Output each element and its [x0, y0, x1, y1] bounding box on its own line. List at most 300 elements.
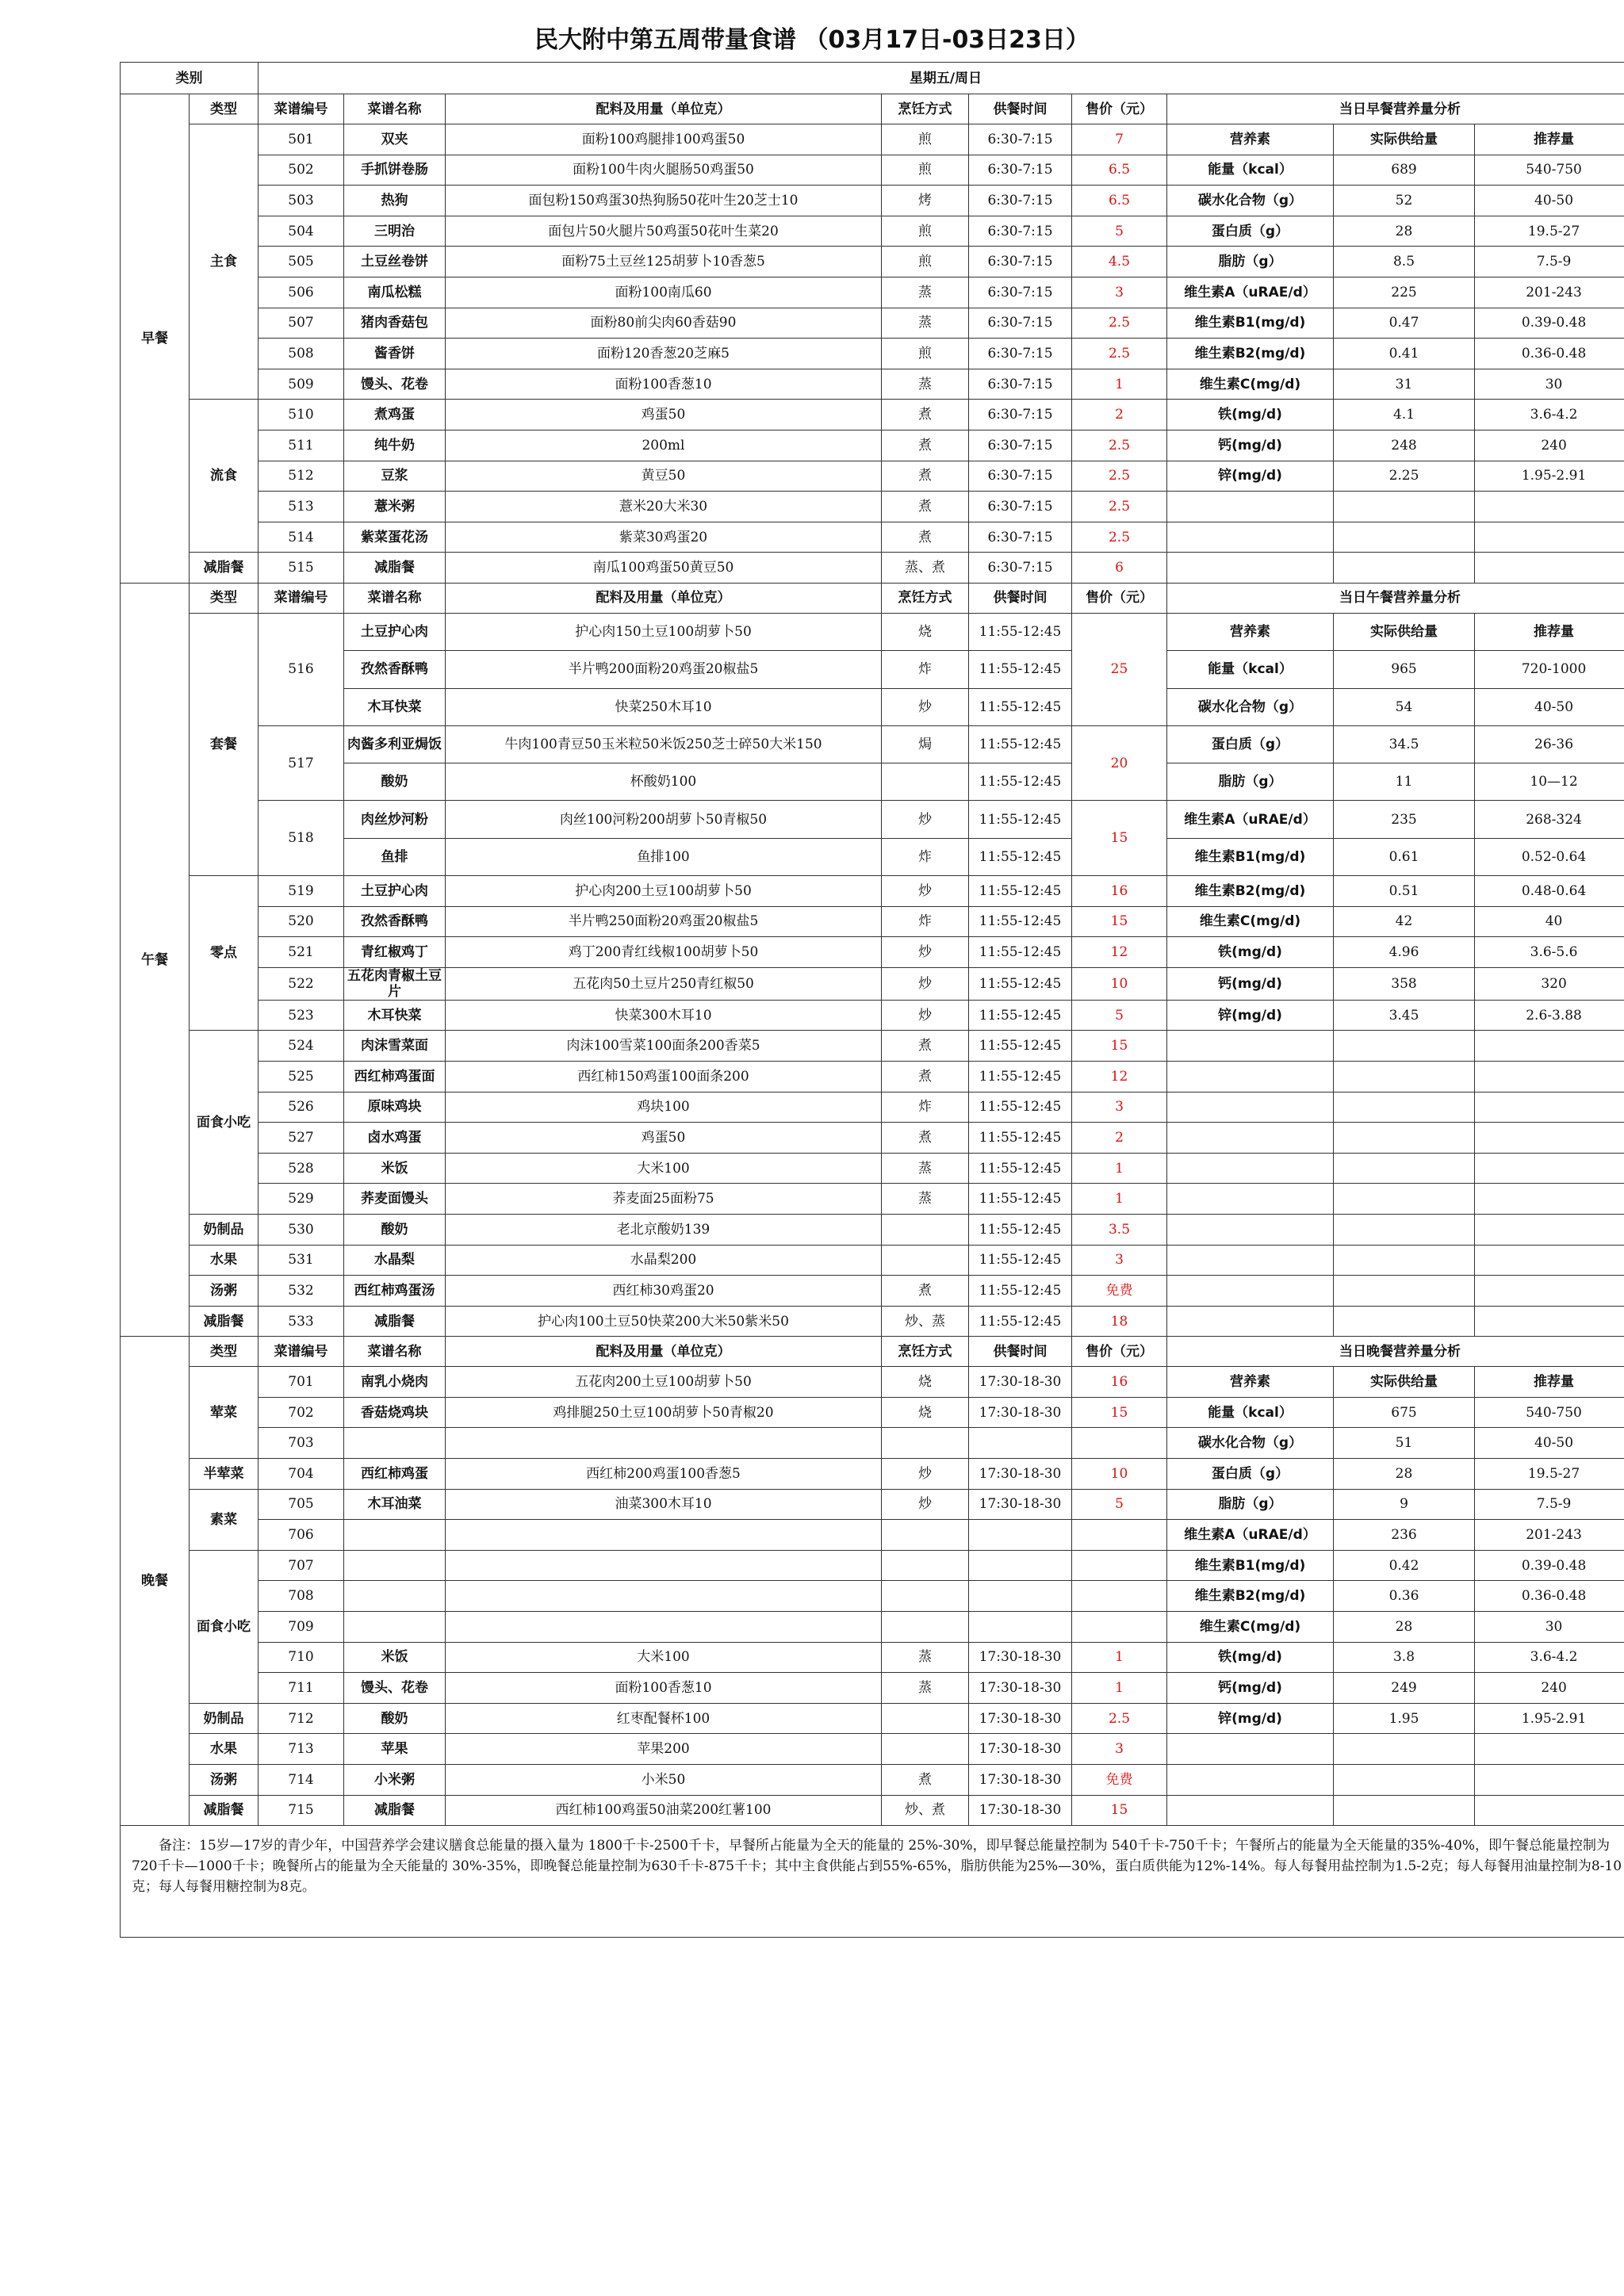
nutrient-empty: [1475, 1734, 1624, 1765]
nutrient-actual: 0.61: [1334, 838, 1475, 875]
dish-ingredients: [446, 1550, 882, 1581]
serving-time: 6:30-7:15: [969, 247, 1072, 277]
nutrient-name: 能量（kcal）: [1167, 651, 1334, 688]
dish-code: 705: [259, 1489, 344, 1520]
cooking-method: 炒: [882, 1000, 969, 1031]
dish-code: 701: [259, 1367, 344, 1398]
serving-time: 17:30-18-30: [969, 1397, 1072, 1428]
dish-ingredients: 200ml: [446, 430, 882, 461]
col-price-header: 售价（元）: [1072, 583, 1167, 613]
dish-price: 免费: [1072, 1276, 1167, 1307]
section-header-row: [121, 1337, 1624, 1367]
menu-row: [121, 492, 1624, 522]
dish-name: 紫菜蛋花汤: [344, 522, 446, 553]
nutrient-recommended: 240: [1475, 430, 1624, 461]
cooking-method: [882, 1520, 969, 1551]
menu-body: [121, 63, 1624, 1938]
menu-row: [121, 1367, 1624, 1398]
dish-code: 712: [259, 1703, 344, 1734]
nutrient-actual: 34.5: [1334, 725, 1475, 763]
dish-code: 529: [259, 1184, 344, 1215]
menu-row: [121, 1276, 1624, 1307]
dish-ingredients: 西红柿30鸡蛋20: [446, 1276, 882, 1307]
cooking-method: 炸: [882, 906, 969, 937]
dish-name: 双夹: [344, 124, 446, 155]
cooking-method: 蒸: [882, 1184, 969, 1215]
dish-code: 517: [259, 725, 344, 801]
col-method-header: 烹饪方式: [882, 94, 969, 124]
serving-time: 11:55-12:45: [969, 651, 1072, 688]
serving-time: 11:55-12:45: [969, 838, 1072, 875]
dish-price: 7: [1072, 124, 1167, 155]
dish-code: 502: [259, 155, 344, 186]
nutrient-empty: [1475, 1245, 1624, 1276]
nutrient-name: 维生素A（uRAE/d）: [1167, 801, 1334, 838]
dish-code: 703: [259, 1428, 344, 1459]
cooking-method: 煎: [882, 124, 969, 155]
dish-price: 25: [1072, 613, 1167, 725]
dish-name: 卤水鸡蛋: [344, 1123, 446, 1154]
dish-price: 15: [1072, 906, 1167, 937]
nutrient-name: 蛋白质（g）: [1167, 216, 1334, 247]
menu-row: [121, 1459, 1624, 1490]
menu-row: [121, 801, 1624, 838]
nutrient-recommended: 19.5-27: [1475, 216, 1624, 247]
dish-name: 南瓜松糕: [344, 277, 446, 308]
nutrient-actual: 54: [1334, 688, 1475, 725]
cooking-method: 蒸、煮: [882, 553, 969, 584]
nutrient-name: 脂肪（g）: [1167, 763, 1334, 801]
menu-row: [121, 155, 1624, 186]
cooking-method: [882, 1612, 969, 1643]
cooking-method: 炒: [882, 967, 969, 1000]
nutrient-empty: [1167, 1184, 1334, 1215]
dish-name: [344, 1520, 446, 1551]
nutrient-actual: 52: [1334, 186, 1475, 216]
dish-ingredients: 鸡蛋50: [446, 400, 882, 430]
nutrient-name: 钙(mg/d): [1167, 1673, 1334, 1704]
dish-name: 水晶梨: [344, 1245, 446, 1276]
serving-time: 11:55-12:45: [969, 801, 1072, 838]
nutrient-recommended: 3.6-4.2: [1475, 1642, 1624, 1673]
dish-ingredients: 半片鸭250面粉20鸡蛋20椒盐5: [446, 906, 882, 937]
nutrient-actual: 0.42: [1334, 1550, 1475, 1581]
serving-time: 11:55-12:45: [969, 1000, 1072, 1031]
serving-time: 6:30-7:15: [969, 155, 1072, 186]
dish-ingredients: 南瓜100鸡蛋50黄豆50: [446, 553, 882, 584]
dish-price: 2: [1072, 400, 1167, 430]
nutrient-empty: [1334, 522, 1475, 553]
nutrient-actual: 28: [1334, 1459, 1475, 1490]
nutrient-name: 脂肪（g）: [1167, 1489, 1334, 1520]
dish-name: [344, 1550, 446, 1581]
nutrient-name: 铁(mg/d): [1167, 400, 1334, 430]
dish-name: 原味鸡块: [344, 1092, 446, 1123]
dish-price: 3: [1072, 277, 1167, 308]
serving-time: [969, 1612, 1072, 1643]
dish-ingredients: 红枣配餐杯100: [446, 1703, 882, 1734]
nutrient-actual: 0.41: [1334, 339, 1475, 369]
col-code-header: 菜谱编号: [259, 583, 344, 613]
dish-name: 纯牛奶: [344, 430, 446, 461]
nutrient-name: 蛋白质（g）: [1167, 725, 1334, 763]
note-row: [121, 1826, 1624, 1938]
nutrient-name: 维生素B1(mg/d): [1167, 1550, 1334, 1581]
dish-ingredients: 杯酸奶100: [446, 763, 882, 801]
cooking-method: 炒、煮: [882, 1795, 969, 1826]
dish-price: 18: [1072, 1306, 1167, 1337]
dish-price: 6: [1072, 553, 1167, 584]
dish-price: 15: [1072, 1031, 1167, 1062]
dish-price: 12: [1072, 1061, 1167, 1092]
dish-code: 533: [259, 1306, 344, 1337]
dish-name: 煮鸡蛋: [344, 400, 446, 430]
dish-name: 酱香饼: [344, 339, 446, 369]
col-time-header: 供餐时间: [969, 94, 1072, 124]
col-name-header: 菜谱名称: [344, 583, 446, 613]
cooking-method: [882, 1428, 969, 1459]
serving-time: [969, 1520, 1072, 1551]
nutrient-empty: [1167, 1153, 1334, 1184]
menu-row: [121, 124, 1624, 155]
dish-ingredients: 薏米20大米30: [446, 492, 882, 522]
dish-ingredients: 面粉75土豆丝125胡萝卜10香葱5: [446, 247, 882, 277]
menu-row: [121, 1703, 1624, 1734]
nutrient-empty: [1475, 492, 1624, 522]
nutrient-name: 钙(mg/d): [1167, 430, 1334, 461]
cooking-method: 炒: [882, 937, 969, 968]
dish-ingredients: 面粉100南瓜60: [446, 277, 882, 308]
dish-code: 711: [259, 1673, 344, 1704]
type-label: 减脂餐: [190, 1795, 259, 1826]
type-label: 汤粥: [190, 1765, 259, 1796]
cooking-method: 煮: [882, 1765, 969, 1796]
nutrient-name: 锌(mg/d): [1167, 1703, 1334, 1734]
nutrient-actual: 4.96: [1334, 937, 1475, 968]
menu-row: [121, 430, 1624, 461]
dish-name: 肉沫雪菜面: [344, 1031, 446, 1062]
nutrient-empty: [1334, 1795, 1475, 1826]
menu-row: [121, 1795, 1624, 1826]
nutrient-actual: 0.47: [1334, 308, 1475, 339]
dish-code: 511: [259, 430, 344, 461]
menu-row: [121, 838, 1624, 875]
cooking-method: 煮: [882, 1031, 969, 1062]
cooking-method: 炒: [882, 1489, 969, 1520]
menu-row: [121, 1123, 1624, 1154]
dish-name: [344, 1612, 446, 1643]
dish-ingredients: 面粉100鸡腿排100鸡蛋50: [446, 124, 882, 155]
cooking-method: 炒: [882, 875, 969, 906]
type-label: 零点: [190, 875, 259, 1030]
dish-price: 12: [1072, 937, 1167, 968]
serving-time: 11:55-12:45: [969, 1245, 1072, 1276]
dish-name: 豆浆: [344, 461, 446, 492]
serving-time: 11:55-12:45: [969, 1276, 1072, 1307]
dish-name: 木耳快菜: [344, 1000, 446, 1031]
dish-price: 1: [1072, 369, 1167, 400]
nutrient-actual: 28: [1334, 216, 1475, 247]
cooking-method: 煎: [882, 155, 969, 186]
dish-price: 6.5: [1072, 186, 1167, 216]
nutrient-name: 钙(mg/d): [1167, 967, 1334, 1000]
col-type-header: 类型: [190, 583, 259, 613]
type-label: 奶制品: [190, 1703, 259, 1734]
cooking-method: 炸: [882, 838, 969, 875]
nutrient-recommended: 3.6-5.6: [1475, 937, 1624, 968]
dish-ingredients: 荞麦面25面粉75: [446, 1184, 882, 1215]
nutrient-empty: [1167, 1031, 1334, 1062]
menu-row: [121, 1489, 1624, 1520]
menu-row: [121, 1550, 1624, 1581]
menu-row: [121, 967, 1624, 1000]
type-label: 面食小吃: [190, 1031, 259, 1215]
nutrient-empty: [1334, 1123, 1475, 1154]
nutrient-name: 维生素B2(mg/d): [1167, 1581, 1334, 1612]
serving-time: 11:55-12:45: [969, 967, 1072, 1000]
dish-code: 501: [259, 124, 344, 155]
type-label: 奶制品: [190, 1214, 259, 1245]
dish-code: 509: [259, 369, 344, 400]
cooking-method: 煎: [882, 216, 969, 247]
serving-time: 11:55-12:45: [969, 1123, 1072, 1154]
dish-price: 2.5: [1072, 308, 1167, 339]
nutrient-empty: [1167, 1061, 1334, 1092]
dish-code: 528: [259, 1153, 344, 1184]
menu-row: [121, 1000, 1624, 1031]
dish-name: [344, 1428, 446, 1459]
serving-time: 11:55-12:45: [969, 725, 1072, 763]
nutrient-name: 能量（kcal）: [1167, 1397, 1334, 1428]
dish-ingredients: 黄豆50: [446, 461, 882, 492]
nutrient-col-header: 营养素: [1167, 1367, 1334, 1398]
dish-price: 10: [1072, 967, 1167, 1000]
dish-price: 2.5: [1072, 522, 1167, 553]
cooking-method: 蒸: [882, 277, 969, 308]
menu-row: [121, 1765, 1624, 1796]
cooking-method: 炸: [882, 651, 969, 688]
dish-price: 1: [1072, 1642, 1167, 1673]
nutrient-col-header: 营养素: [1167, 613, 1334, 650]
nutrient-empty: [1475, 1061, 1624, 1092]
dish-name: 减脂餐: [344, 553, 446, 584]
cooking-method: 煮: [882, 522, 969, 553]
cooking-method: 煮: [882, 1123, 969, 1154]
dish-code: 518: [259, 801, 344, 876]
nutrient-recommended: 7.5-9: [1475, 1489, 1624, 1520]
dish-name: 猪肉香菇包: [344, 308, 446, 339]
dish-name: 香菇烧鸡块: [344, 1397, 446, 1428]
dish-code: 510: [259, 400, 344, 430]
nutrient-empty: [1334, 1153, 1475, 1184]
menu-row: [121, 763, 1624, 801]
menu-row: [121, 369, 1624, 400]
dish-ingredients: 油菜300木耳10: [446, 1489, 882, 1520]
nutrient-empty: [1167, 1214, 1334, 1245]
nutrient-empty: [1475, 1031, 1624, 1062]
nutrient-empty: [1475, 1123, 1624, 1154]
dish-price: 10: [1072, 1459, 1167, 1490]
cooking-method: 煮: [882, 461, 969, 492]
menu-row: [121, 651, 1624, 688]
cooking-method: [882, 1245, 969, 1276]
nutrient-recommended: 540-750: [1475, 155, 1624, 186]
dish-price: [1072, 1428, 1167, 1459]
dish-name: 木耳油菜: [344, 1489, 446, 1520]
nutrient-actual: 236: [1334, 1520, 1475, 1551]
nutrient-empty: [1334, 1245, 1475, 1276]
actual-col-header: 实际供给量: [1334, 1367, 1475, 1398]
serving-time: 6:30-7:15: [969, 308, 1072, 339]
serving-time: 6:30-7:15: [969, 124, 1072, 155]
menu-row: [121, 613, 1624, 650]
col-name-header: 菜谱名称: [344, 1337, 446, 1367]
dish-ingredients: 鸡块100: [446, 1092, 882, 1123]
nutrient-empty: [1334, 1734, 1475, 1765]
nutrient-empty: [1167, 1765, 1334, 1796]
dish-price: 2: [1072, 1123, 1167, 1154]
nutrient-empty: [1334, 1765, 1475, 1796]
cooking-method: 煮: [882, 400, 969, 430]
meal-label: 晚餐: [121, 1337, 190, 1826]
nutrient-actual: 3.8: [1334, 1642, 1475, 1673]
serving-time: 6:30-7:15: [969, 553, 1072, 584]
dish-ingredients: 大米100: [446, 1642, 882, 1673]
cooking-method: 煎: [882, 247, 969, 277]
menu-row: [121, 277, 1624, 308]
nutrient-empty: [1167, 1734, 1334, 1765]
dish-ingredients: 肉沫100雪菜100面条200香菜5: [446, 1031, 882, 1062]
nutrient-recommended: 0.39-0.48: [1475, 308, 1624, 339]
serving-time: 11:55-12:45: [969, 906, 1072, 937]
menu-table: [120, 62, 1624, 1938]
dish-price: 3.5: [1072, 1214, 1167, 1245]
nutrient-empty: [1475, 1795, 1624, 1826]
dish-ingredients: [446, 1428, 882, 1459]
menu-row: [121, 1428, 1624, 1459]
dish-code: 520: [259, 906, 344, 937]
nutrient-empty: [1334, 1184, 1475, 1215]
dish-name: 木耳快菜: [344, 688, 446, 725]
nutrient-recommended: 0.48-0.64: [1475, 875, 1624, 906]
dish-ingredients: 水晶梨200: [446, 1245, 882, 1276]
dish-name: 青红椒鸡丁: [344, 937, 446, 968]
serving-time: 11:55-12:45: [969, 1061, 1072, 1092]
dish-ingredients: 鸡蛋50: [446, 1123, 882, 1154]
dish-price: 15: [1072, 801, 1167, 876]
section-header-row: [121, 94, 1624, 124]
nutrient-empty: [1167, 1092, 1334, 1123]
nutrient-actual: 28: [1334, 1612, 1475, 1643]
serving-time: 11:55-12:45: [969, 1031, 1072, 1062]
cooking-method: 蒸: [882, 1153, 969, 1184]
dish-name: 五花肉青椒土豆片: [344, 967, 446, 1000]
serving-time: [969, 1581, 1072, 1612]
cooking-method: 煮: [882, 492, 969, 522]
nutrient-empty: [1475, 1092, 1624, 1123]
nutrient-name: 锌(mg/d): [1167, 1000, 1334, 1031]
menu-row: [121, 1642, 1624, 1673]
menu-row: [121, 1214, 1624, 1245]
dish-price: 2.5: [1072, 339, 1167, 369]
nutrient-name: 蛋白质（g）: [1167, 1459, 1334, 1490]
dish-name: 土豆护心肉: [344, 875, 446, 906]
nutrient-name: 能量（kcal）: [1167, 155, 1334, 186]
cooking-method: 煮: [882, 1061, 969, 1092]
dish-name: 西红柿鸡蛋: [344, 1459, 446, 1490]
serving-time: [969, 1550, 1072, 1581]
serving-time: 11:55-12:45: [969, 1214, 1072, 1245]
dish-ingredients: 面粉80前尖肉60香菇90: [446, 308, 882, 339]
serving-time: 17:30-18-30: [969, 1734, 1072, 1765]
dish-price: 3: [1072, 1734, 1167, 1765]
nutrient-name: 维生素B1(mg/d): [1167, 838, 1334, 875]
dish-code: 707: [259, 1550, 344, 1581]
analysis-title: 当日晚餐营养量分析: [1167, 1337, 1624, 1367]
type-label: 水果: [190, 1245, 259, 1276]
cooking-method: 蒸: [882, 308, 969, 339]
menu-row: [121, 522, 1624, 553]
nutrient-name: 碳水化合物（g）: [1167, 688, 1334, 725]
nutrient-actual: 0.51: [1334, 875, 1475, 906]
dish-ingredients: 鸡排腿250土豆100胡萝卜50青椒20: [446, 1397, 882, 1428]
meal-label: 早餐: [121, 94, 190, 584]
menu-row: [121, 339, 1624, 369]
dish-name: 西红柿鸡蛋汤: [344, 1276, 446, 1307]
analysis-title: 当日午餐营养量分析: [1167, 583, 1624, 613]
dish-name: 南乳小烧肉: [344, 1367, 446, 1398]
serving-time: 6:30-7:15: [969, 339, 1072, 369]
cooking-method: 蒸: [882, 1673, 969, 1704]
dish-price: 3: [1072, 1245, 1167, 1276]
dish-ingredients: 鱼排100: [446, 838, 882, 875]
type-label: 汤粥: [190, 1276, 259, 1307]
dish-ingredients: [446, 1612, 882, 1643]
nutrient-empty: [1334, 1214, 1475, 1245]
dish-code: 524: [259, 1031, 344, 1062]
dish-name: 小米粥: [344, 1765, 446, 1796]
col-code-header: 菜谱编号: [259, 1337, 344, 1367]
menu-row: [121, 1397, 1624, 1428]
menu-row: [121, 1184, 1624, 1215]
menu-row: [121, 1581, 1624, 1612]
dish-name: 米饭: [344, 1642, 446, 1673]
cooking-method: [882, 1734, 969, 1765]
nutrient-recommended: 10—12: [1475, 763, 1624, 801]
col-type-header: 类型: [190, 94, 259, 124]
menu-row: [121, 247, 1624, 277]
dish-name: 鱼排: [344, 838, 446, 875]
dish-price: 16: [1072, 1367, 1167, 1398]
dish-ingredients: [446, 1520, 882, 1551]
recommended-col-header: 推荐量: [1475, 124, 1624, 155]
col-price-header: 售价（元）: [1072, 1337, 1167, 1367]
cooking-method: 烧: [882, 1367, 969, 1398]
nutrient-empty: [1475, 1306, 1624, 1337]
nutrient-recommended: 7.5-9: [1475, 247, 1624, 277]
serving-time: 17:30-18-30: [969, 1459, 1072, 1490]
cooking-method: [882, 1581, 969, 1612]
dish-ingredients: 西红柿100鸡蛋50油菜200红薯100: [446, 1795, 882, 1826]
nutrient-recommended: 201-243: [1475, 1520, 1624, 1551]
serving-time: 17:30-18-30: [969, 1673, 1072, 1704]
dish-name: 三明治: [344, 216, 446, 247]
dish-price: 6.5: [1072, 155, 1167, 186]
dish-ingredients: 护心肉200土豆100胡萝卜50: [446, 875, 882, 906]
dish-code: 507: [259, 308, 344, 339]
menu-row: [121, 308, 1624, 339]
menu-row: [121, 1734, 1624, 1765]
